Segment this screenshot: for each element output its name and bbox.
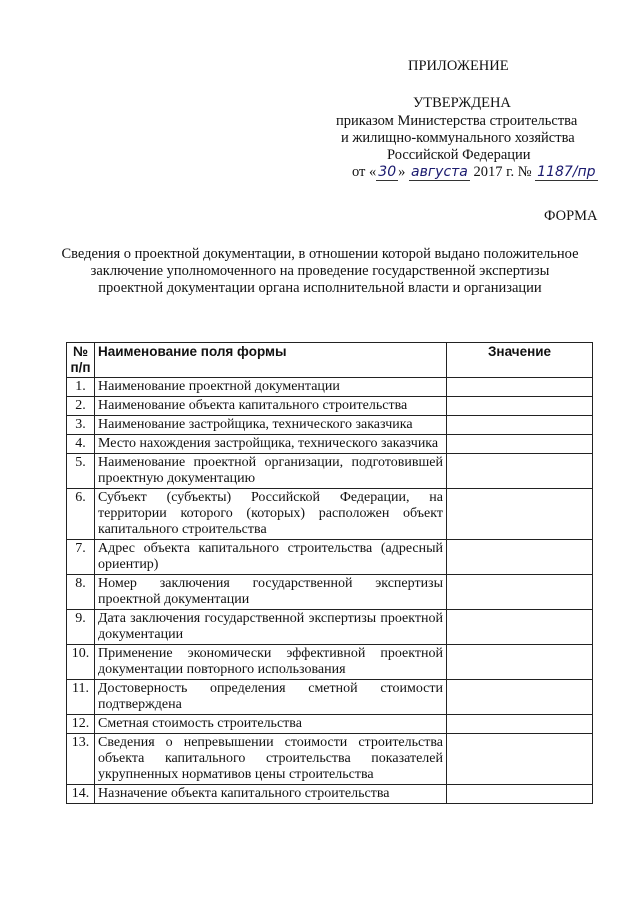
date-mid: » [398, 164, 406, 180]
row-field-name: Достоверность определения сметной стоимости подтверждена [95, 680, 447, 715]
order-line-2: и жилищно-коммунального хозяйства [341, 130, 575, 146]
table-row [67, 680, 593, 715]
row-number: 1. [67, 378, 95, 397]
table-row [67, 575, 593, 610]
table-row [67, 489, 593, 540]
table-row [67, 540, 593, 575]
row-value-cell[interactable] [447, 489, 593, 540]
table-row [67, 454, 593, 489]
order-line-3: Российской Федерации [387, 147, 531, 163]
approved-heading: УТВЕРЖДЕНА [413, 95, 511, 111]
row-number: 9. [67, 610, 95, 645]
row-value-cell[interactable] [447, 715, 593, 734]
appendix-heading: ПРИЛОЖЕНИЕ [408, 58, 509, 74]
row-number: 2. [67, 397, 95, 416]
date-year: 2017 г. № [473, 164, 532, 180]
row-number: 11. [67, 680, 95, 715]
row-number: 6. [67, 489, 95, 540]
row-field-name: Назначение объекта капитального строительства [95, 785, 447, 804]
row-field-name: Наименование проектной организации, подготовившей проектную документацию [95, 454, 447, 489]
row-number: 13. [67, 734, 95, 785]
row-number: 8. [67, 575, 95, 610]
order-date-line [352, 164, 598, 181]
table-row [67, 378, 593, 397]
date-prefix: от « [352, 164, 377, 180]
table-header-row [67, 343, 593, 378]
row-field-name: Номер заключения государственной экспертизы проектной документации [95, 575, 447, 610]
row-field-name: Применение экономически эффективной проектной документации повторного использования [95, 645, 447, 680]
row-value-cell[interactable] [447, 610, 593, 645]
date-month: августа [410, 164, 468, 180]
row-number: 3. [67, 416, 95, 435]
row-value-cell[interactable] [447, 435, 593, 454]
row-field-name: Место нахождения застройщика, технического заказчика [95, 435, 447, 454]
row-field-name: Наименование объекта капитального строительства [95, 397, 447, 416]
row-number: 4. [67, 435, 95, 454]
row-number: 5. [67, 454, 95, 489]
row-value-cell[interactable] [447, 416, 593, 435]
row-number: 12. [67, 715, 95, 734]
date-day: 30 [378, 164, 397, 180]
row-number: 10. [67, 645, 95, 680]
table-row [67, 610, 593, 645]
row-field-name: Сметная стоимость строительства [95, 715, 447, 734]
row-value-cell[interactable] [447, 454, 593, 489]
table-row [67, 734, 593, 785]
table-row [67, 785, 593, 804]
row-field-name: Наименование застройщика, технического заказчика [95, 416, 447, 435]
row-value-cell[interactable] [447, 680, 593, 715]
row-number: 7. [67, 540, 95, 575]
header-field-name: Наименование поля формы [95, 343, 447, 378]
table-row [67, 715, 593, 734]
row-value-cell[interactable] [447, 397, 593, 416]
table-row [67, 416, 593, 435]
row-value-cell[interactable] [447, 734, 593, 785]
row-number: 14. [67, 785, 95, 804]
row-value-cell[interactable] [447, 645, 593, 680]
order-number: 1187/пр [537, 164, 596, 180]
row-value-cell[interactable] [447, 785, 593, 804]
row-field-name: Адрес объекта капитального строительства (адресный ориентир) [95, 540, 447, 575]
row-field-name: Дата заключения государственной экспертизы проектной документации [95, 610, 447, 645]
form-table [66, 342, 593, 804]
row-field-name: Наименование проектной документации [95, 378, 447, 397]
order-line-1: приказом Министерства строительства [336, 113, 578, 129]
table-row [67, 645, 593, 680]
table-row [67, 435, 593, 454]
form-label: ФОРМА [544, 208, 598, 224]
table-row [67, 397, 593, 416]
header-value: Значение [447, 343, 593, 378]
document-title: Сведения о проектной документации, в отношении которой выдано положительное заключение уполномоченного на проведение государственной экспертизы проектной документации органа исполнительной власти и организации [61, 246, 579, 296]
row-field-name: Субъект (субъекты) Российской Федерации, на территории которого (которых) расположен объект капитального строительства [95, 489, 447, 540]
row-value-cell[interactable] [447, 575, 593, 610]
row-value-cell[interactable] [447, 378, 593, 397]
header-num: № п/п [67, 343, 95, 378]
row-field-name: Сведения о непревышении стоимости строительства объекта капитального строительства показателей укрупненных нормативов цены строительства [95, 734, 447, 785]
row-value-cell[interactable] [447, 540, 593, 575]
